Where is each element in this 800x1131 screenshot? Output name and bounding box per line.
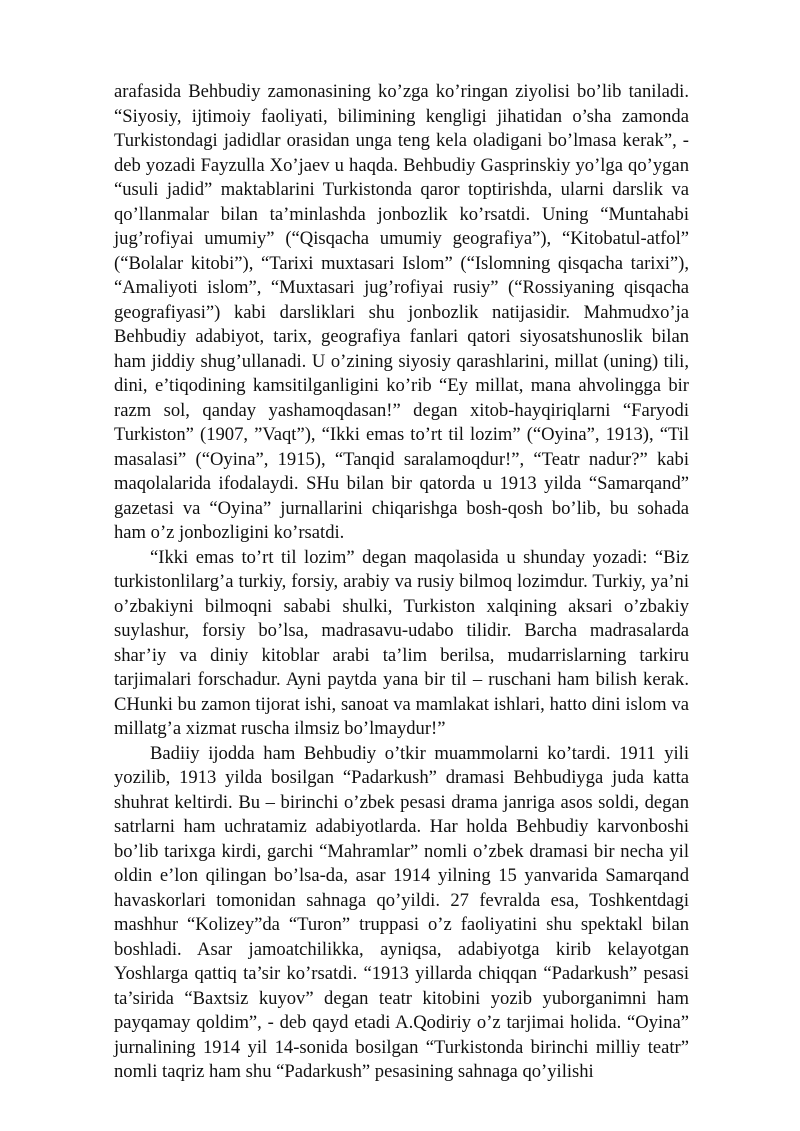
body-text xyxy=(114,80,689,1085)
paragraph-3: Badiiy ijodda ham Behbudiy o’tkir muammolarni ko’tardi. 1911 yili yozilib, 1913 yilda bosilgan “Padarkush” dramasi Behbudiyga juda katta shuhrat keltirdi. Bu – birinchi o’zbek pesasi drama janriga asos soldi, degan satrlarni ham uchratamiz adabiyotlarda. Har holda Behbudiy karvonboshi bo’lib tarixga kirdi, garchi “Mahramlar” nomli o’zbek dramasi bir necha yil oldin e’lon qilingan bo’lsa-da, asar 1914 yilning 15 yanvarida Samarqand havaskorlari tomonidan sahnaga qo’yildi. 27 fevralda esa, Toshkentdagi mashhur “Kolizey”da “Turon” truppasi o’z faoliyatini shu spektakl bilan boshladi. Asar jamoatchilikka, ayniqsa, adabiyotga kirib kelayotgan Yoshlarga qattiq ta’sir ko’rsatdi. “1913 yillarda chiqqan “Padarkush” pesasi ta’sirida “Baxtsiz kuyov” degan teatr kitobini yozib yuborganimni ham payqamay qoldim”, - deb qayd etadi A.Qodiriy o’z tarjimai holida. “Oyina” jurnalining 1914 yil 14-sonida bosilgan “Turkistonda birinchi milliy teatr” nomli taqriz ham shu “Padarkush” pesasining sahnaga qo’yilishi xyxy=(114,742,689,1082)
paragraph-1: arafasida Behbudiy zamonasining ko’zga ko’ringan ziyolisi bo’lib taniladi. “Siyosiy, ijtimoiy faoliyati, bilimining kengligi jihatidan o’sha zamonda Turkistondagi jadidlar orasidan unga teng kela oladigani bo’lmasa kerak”, - deb yozadi Fayzulla Xo’jaev u haqda. Behbudiy Gasprinskiy yo’lga qo’ygan “usuli jadid” maktablarini Turkistonda qaror toptirishda, ularni darslik va qo’llanmalar bilan ta’minlashda jonbozlik ko’rsatdi. Uning “Muntahabi jug’rofiyai umumiy” (“Qisqacha umumiy geografiya”), “Kitobatul-atfol” (“Bolalar kitobi”), “Tarixi muxtasari Islom” (“Islomning qisqacha tarixi”), “Amaliyoti islom”, “Muxtasari jug’rofiyai rusiy” (“Rossiyaning qisqacha geografiyasi”) kabi darsliklari shu jonbozlik natijasidir. Mahmudxo’ja Behbudiy adabiyot, tarix, geografiya fanlari qatori siyosatshunoslik bilan ham jiddiy shug’ullanadi. U o’zining siyosiy qarashlarini, millat (uning) tili, dini, e’tiqodining kamsitilganligini ko’rib “Ey millat, mana ahvolingga bir razm sol, qanday yashamoqdasan!” degan xitob-hayqiriqlarni “Faryodi Turkiston” (1907, ”Vaqt”), “Ikki emas to’rt til lozim” (“Oyina”, 1913), “Til masalasi” (“Oyina”, 1915), “Tanqid saralamoqdur!”, “Teatr nadur?” kabi maqolalarida ifodalaydi. SHu bilan bir qatorda u 1913 yilda “Samarqand” gazetasi va “Oyina” jurnallarini chiqarishga bosh-qosh bo’lib, bu sohada ham o’z jonbozligini ko’rsatdi. xyxy=(114,81,689,543)
paragraph-2: “Ikki emas to’rt til lozim” degan maqolasida u shunday yozadi: “Biz turkistonlilarg’a turkiy, forsiy, arabiy va rusiy bilmoq lozimdur. Turkiy, ya’ni o’zbakiyni bilmoqni sababi shulki, Turkiston xalqining aksari o’zbakiy suylashur, forsiy bo’lsa, madrasavu-udabo tilidir. Barcha madrasalarda shar’iy va diniy kitoblar arabi ta’lim berilsa, mudarrislarning tarkiru tarjimalari forschadur. Ayni paytda yana bir til – ruschani ham bilish kerak. CHunki bu zamon tijorat ishi, sanoat va mamlakat ishlari, hatto dini islom va millatg’a xizmat ruscha ilmsiz bo’lmaydur!” xyxy=(114,546,689,739)
